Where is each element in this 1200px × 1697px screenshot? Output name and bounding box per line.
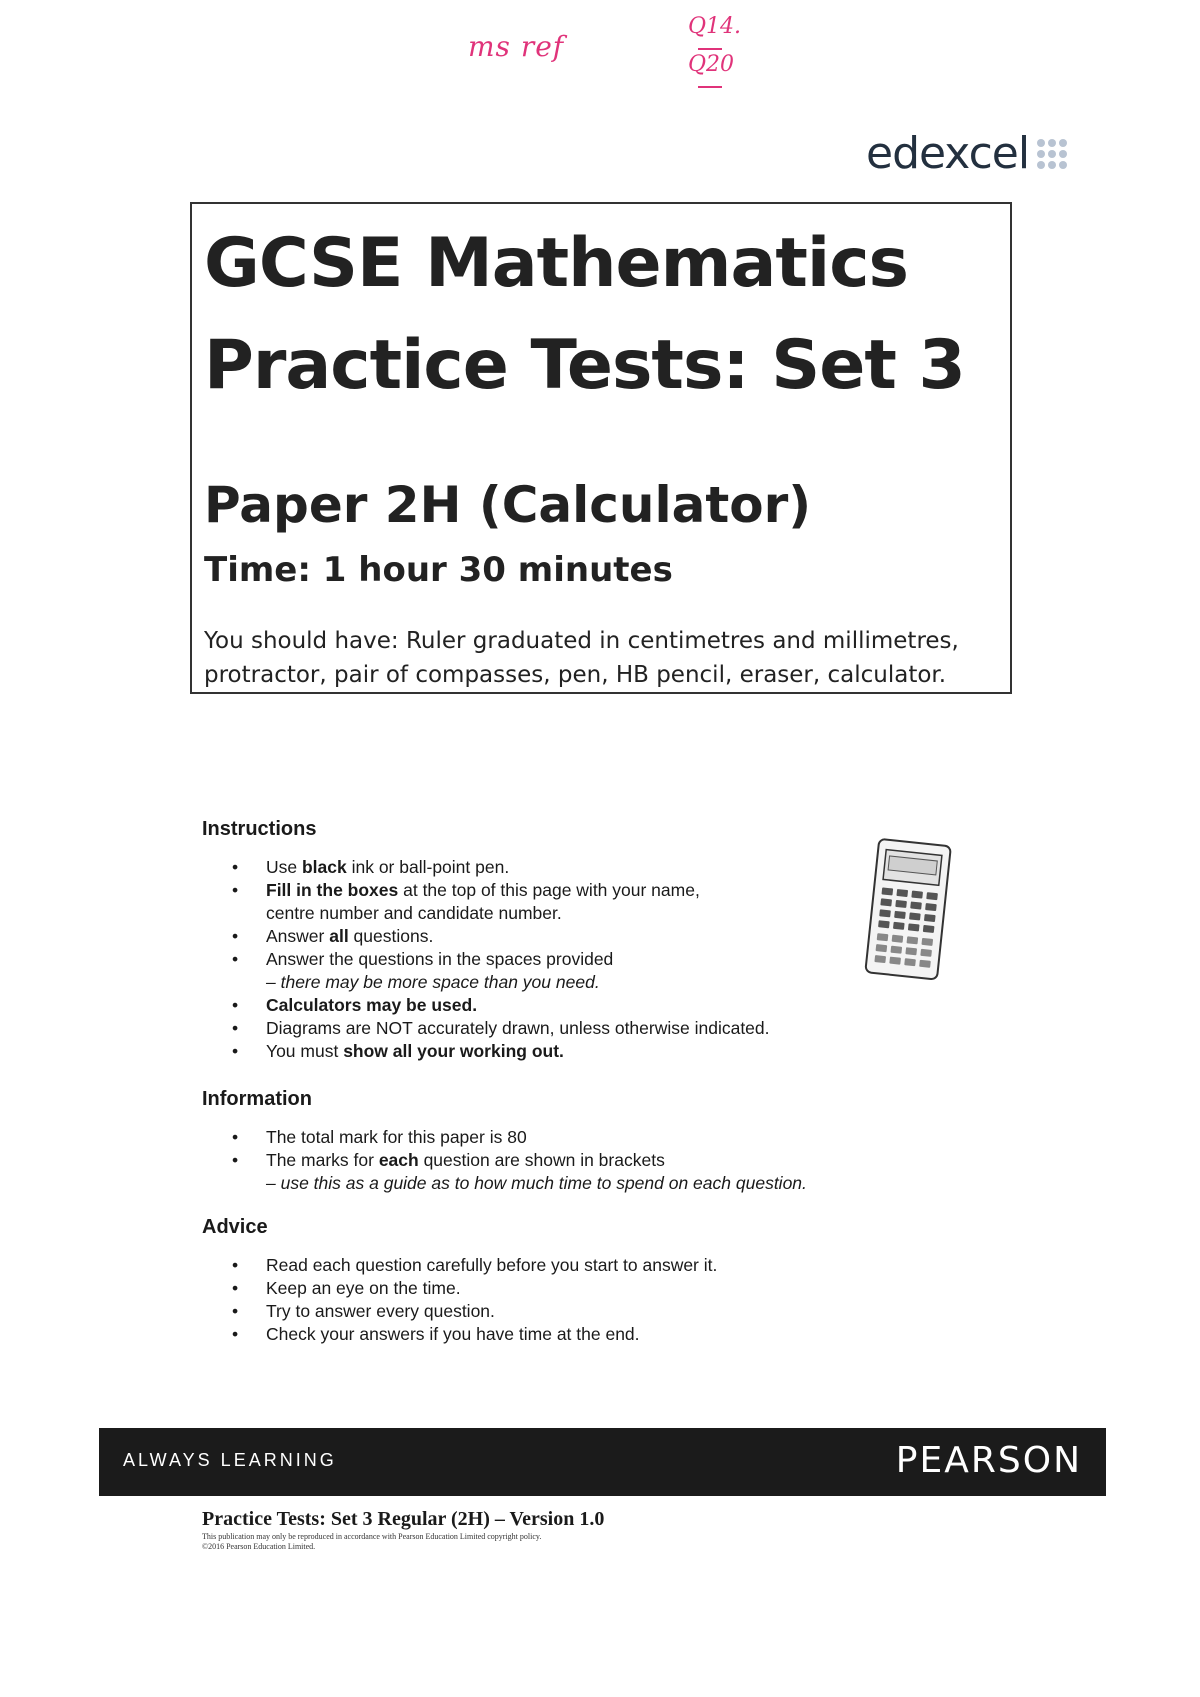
- list-item: • Fill in the boxes at the top of this page with your name, centre number and candidate number.: [232, 879, 770, 925]
- copyright-notice: ©2016 Pearson Education Limited.: [202, 1542, 316, 1551]
- paper-title: Paper 2H (Calculator): [204, 476, 812, 534]
- equipment-text: You should have: Ruler graduated in centimetres and millimetres, protractor, pair of compasses, pen, HB pencil, eraser, calculator.: [204, 628, 959, 688]
- handwritten-ms-ref: ms ref: [468, 30, 565, 63]
- instructions-list: [232, 856, 770, 1063]
- list-item: • Try to answer every question.: [232, 1300, 717, 1323]
- title-box: [190, 202, 1012, 694]
- version-text: Practice Tests: Set 3 Regular (2H) – Version 1.0: [202, 1508, 605, 1530]
- copyright-policy: This publication may only be reproduced in accordance with Pearson Education Limited copyright policy.: [202, 1532, 542, 1541]
- list-item: • Read each question carefully before you start to answer it.: [232, 1254, 717, 1277]
- title-line-2: Practice Tests: Set 3: [204, 326, 965, 405]
- always-learning-text: ALWAYS LEARNING: [123, 1450, 337, 1470]
- handwritten-q14: Q14.: [688, 14, 742, 39]
- time-allowed: Time: 1 hour 30 minutes: [204, 550, 673, 590]
- pearson-logo: PEARSON: [895, 1440, 1082, 1481]
- edexcel-logo: [866, 128, 1067, 179]
- logo-text: edexcel: [866, 128, 1030, 179]
- footer-bar: [99, 1428, 1106, 1496]
- list-item: • The total mark for this paper is 80: [232, 1126, 807, 1149]
- list-item: • Answer all questions.: [232, 925, 770, 948]
- information-list: [232, 1126, 807, 1195]
- handwritten-underline: [698, 48, 722, 50]
- handwritten-underline: [698, 86, 722, 88]
- advice-heading: Advice: [202, 1216, 268, 1238]
- list-item: • Use black ink or ball-point pen.: [232, 856, 770, 879]
- advice-list: [232, 1254, 717, 1346]
- list-item: • Keep an eye on the time.: [232, 1277, 717, 1300]
- list-item: • You must show all your working out.: [232, 1040, 770, 1063]
- calculator-icon: [856, 836, 956, 984]
- title-line-1: GCSE Mathematics: [204, 224, 909, 303]
- instructions-heading: Instructions: [202, 818, 317, 840]
- list-item: • The marks for each question are shown in brackets – use this as a guide as to how much time to spend on each question.: [232, 1149, 807, 1195]
- information-heading: Information: [202, 1088, 312, 1110]
- list-item: • Diagrams are NOT accurately drawn, unless otherwise indicated.: [232, 1017, 770, 1040]
- logo-dots-icon: [1037, 139, 1067, 169]
- list-item: • Check your answers if you have time at the end.: [232, 1323, 717, 1346]
- list-item: • Answer the questions in the spaces provided – there may be more space than you need.: [232, 948, 770, 994]
- list-item: • Calculators may be used.: [232, 994, 770, 1017]
- handwritten-q20: Q20: [688, 52, 735, 77]
